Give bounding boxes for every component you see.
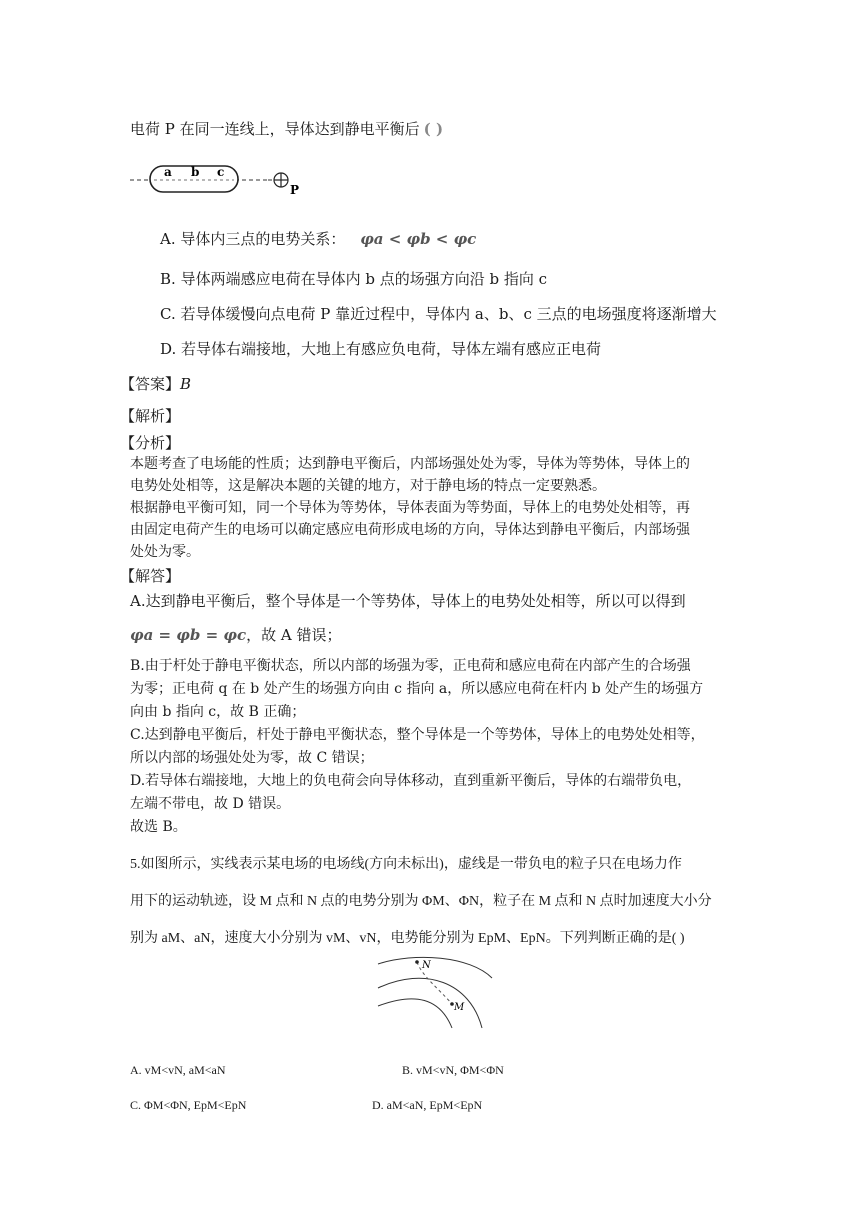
q4-option-a: A. 导体内三点的电势关系： φa < φb < φc	[160, 230, 477, 248]
solution-a-formula-line: φa = φb = φc，故 A 错误；	[130, 626, 342, 644]
charge-label: P	[290, 183, 300, 197]
q4-option-d: D. 若导体右端接地，大地上有感应负电荷，导体左端有感应正电荷	[160, 340, 602, 358]
label-c: c	[217, 165, 225, 179]
field-line-3	[378, 999, 452, 1028]
point-m-label: M	[454, 1002, 465, 1013]
field-line-1	[378, 957, 492, 978]
q4-option-b: B. 导体两端感应电荷在导体内 b 点的场强方向沿 b 指向 c	[160, 270, 548, 288]
formula-phi-order: φa < φb < φc	[360, 230, 477, 248]
solution-a-line: A.达到静电平衡后，整个导体是一个等势体，导体上的电势处处相等，所以可以得到	[130, 592, 686, 610]
q5-option-d: D. aM<aN, EpM<EpN	[372, 1098, 483, 1112]
fenxi-tag: 【分析】	[120, 434, 181, 452]
analysis-tag: 【解析】	[120, 407, 181, 425]
label-a: a	[164, 165, 172, 179]
label-b: b	[191, 165, 200, 179]
q5-option-c: C. ΦM<ΦN, EpM<EpN	[130, 1098, 247, 1112]
q5-option-b: B. vM<vN, ΦM<ΦN	[402, 1063, 504, 1077]
point-n-label: N	[422, 960, 431, 971]
q4-stem-tail: 电荷 P 在同一连线上，导体达到静电平衡后 ( )	[130, 120, 444, 138]
field-lines-figure	[370, 948, 500, 1030]
conductor-figure	[128, 158, 318, 198]
fenxi-body: 本题考查了电场能的性质；达到静电平衡后，内部场强处处为零，导体为等势体，导体上的 电势处处相等，这是解决本题的关键的地方，对于静电场的特点一定要熟悉。 根据静电平衡可知，同一个导体为等势体，导体表面为等势面，导体上的电势处处相等，再 由固定电荷产生的电场可以确定感应电荷形成电场的方向，导体达到静电平衡后，内部场强 处处为零。	[130, 456, 690, 560]
q5-stem: 5.如图所示，实线表示某电场的电场线(方向未标出)，虚线是一带负电的粒子只在电场力作 用下的运动轨迹，设 M 点和 N 点的电势分别为 ΦM、ΦN，粒子在 M 点和 N 点时加速度大小分 别为 aM、aN，速度大小分别为 vM、vN，电势能分别为 EpM、EpN。下列判断正确的是( )	[130, 857, 712, 946]
q4-option-c: C. 若导体缓慢向点电荷 P 靠近过程中，导体内 a、b、c 三点的电场强度将逐渐增大	[160, 305, 717, 323]
answer-paren: ( )	[423, 120, 444, 138]
jieda-tag: 【解答】	[120, 567, 181, 585]
q5-option-a: A. vM<vN, aM<aN	[130, 1063, 226, 1077]
solution-body: B.由于杆处于静电平衡状态，所以内部的场强为零，正电荷和感应电荷在内部产生的合场强 为零；正电荷 q 在 b 处产生的场强方向由 c 指向 a，所以感应电荷在杆内 b 处产生的场强方 向由 b 指向 c，故 B 正确； C.达到静电平衡后，杆处于静电平衡状态，整个导体是一个等势体，导体上的电势处处相等， 所以内部的场强处处为零，故 C 错误； D.若导体右端接地，大地上的负电荷会向导体移动，直到重新平衡后，导体的右端带负电， 左端不带电，故 D 错误。 故选 B。	[130, 658, 705, 835]
formula-phi-equal: φa = φb = φc	[130, 626, 247, 644]
answer-line: 【答案】B	[120, 375, 192, 393]
